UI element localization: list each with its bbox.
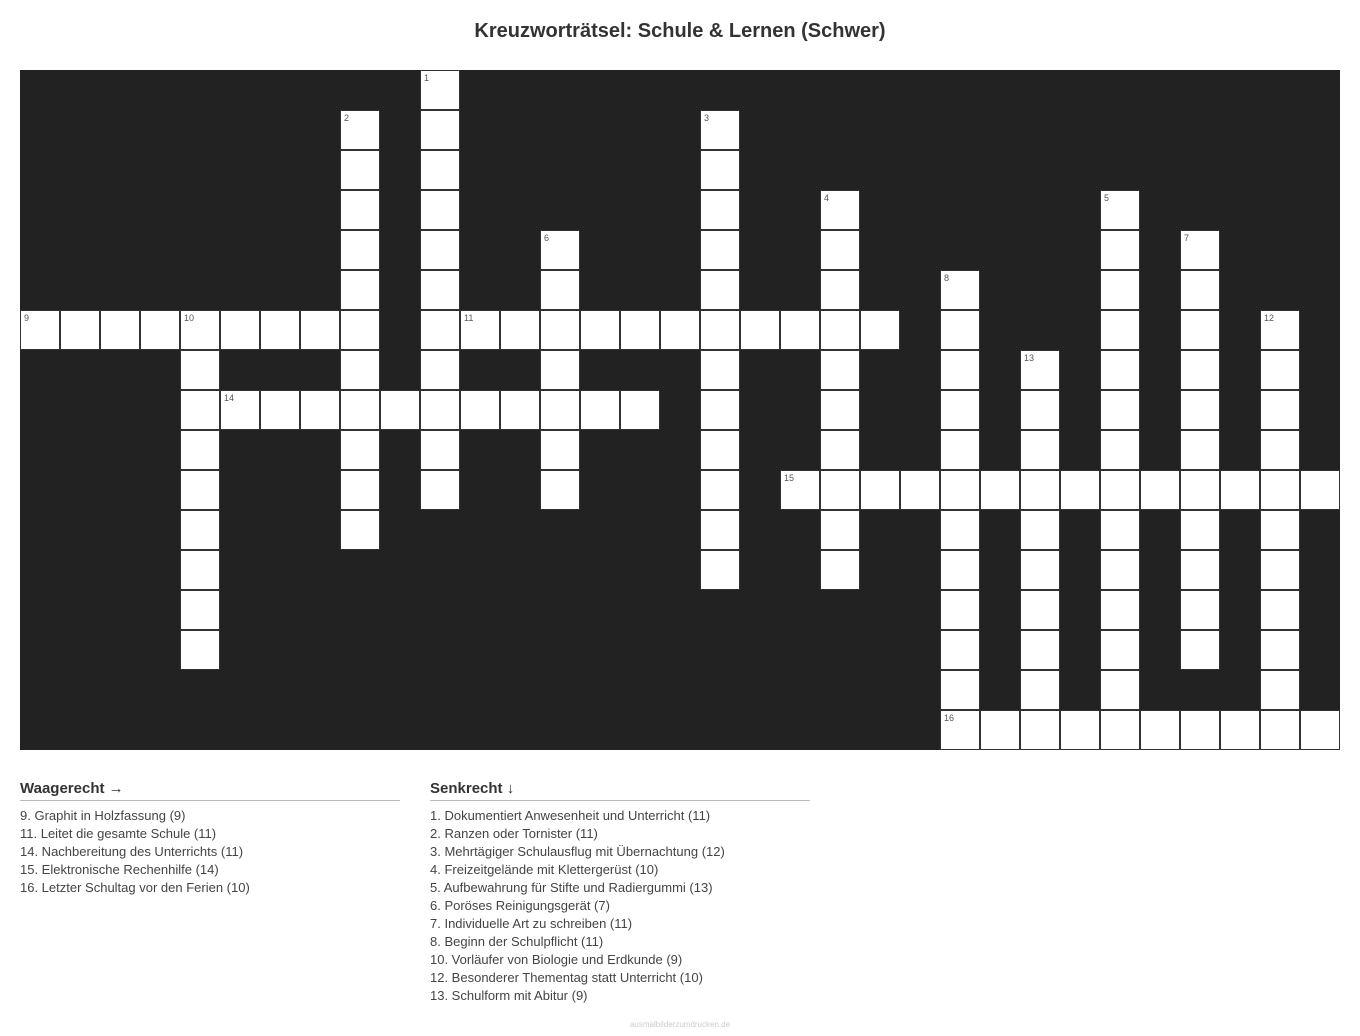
- grid-cell[interactable]: [340, 150, 380, 190]
- grid-cell[interactable]: [340, 230, 380, 270]
- grid-cell[interactable]: [1020, 550, 1060, 590]
- grid-cell[interactable]: [940, 590, 980, 630]
- down-heading: Senkrecht ↓: [430, 780, 810, 801]
- grid-cell[interactable]: [700, 150, 740, 190]
- grid-cell[interactable]: [820, 470, 860, 510]
- grid-cell[interactable]: [1100, 230, 1140, 270]
- grid-cell[interactable]: [340, 430, 380, 470]
- grid-cell[interactable]: [180, 550, 220, 590]
- clue-item: 10. Vorläufer von Biologie und Erdkunde (9): [430, 952, 683, 967]
- grid-cell[interactable]: [1300, 710, 1340, 750]
- grid-cell[interactable]: [580, 390, 620, 430]
- grid-cell[interactable]: [1100, 550, 1140, 590]
- grid-cell[interactable]: [820, 350, 860, 390]
- clue-number: 9: [24, 313, 30, 323]
- clue-item: 2. Ranzen oder Tornister (11): [430, 826, 598, 841]
- clue-number: 6: [544, 233, 550, 243]
- grid-cell[interactable]: [420, 310, 460, 350]
- grid-cell[interactable]: [1260, 710, 1300, 750]
- clue-number: 2: [344, 113, 350, 123]
- grid-cell[interactable]: [1140, 710, 1180, 750]
- grid-cell[interactable]: [420, 390, 460, 430]
- clue-item: 4. Freizeitgelände mit Klettergerüst (10): [430, 862, 659, 877]
- grid-cell[interactable]: [540, 310, 580, 350]
- grid-cell[interactable]: [180, 350, 220, 390]
- grid-cell[interactable]: [1180, 430, 1220, 470]
- grid-cell[interactable]: [820, 270, 860, 310]
- grid-cell[interactable]: [1180, 590, 1220, 630]
- grid-cell[interactable]: [1260, 510, 1300, 550]
- grid-cell[interactable]: [860, 470, 900, 510]
- grid-cell[interactable]: [1140, 470, 1180, 510]
- grid-cell[interactable]: [700, 430, 740, 470]
- clue-item: 1. Dokumentiert Anwesenheit und Unterricht (11): [430, 808, 711, 823]
- clue-number: 4: [824, 193, 830, 203]
- grid-cell[interactable]: [940, 670, 980, 710]
- grid-cell[interactable]: [580, 310, 620, 350]
- grid-cell[interactable]: [1180, 350, 1220, 390]
- clue-item: 15. Elektronische Rechenhilfe (14): [20, 862, 219, 877]
- grid-cell[interactable]: [220, 310, 260, 350]
- grid-cell[interactable]: [300, 390, 340, 430]
- grid-cell[interactable]: [1020, 470, 1060, 510]
- grid-cell[interactable]: [940, 710, 980, 750]
- grid-cell[interactable]: [1100, 670, 1140, 710]
- grid-cell[interactable]: [820, 550, 860, 590]
- clue-number: 10: [184, 313, 195, 323]
- grid-cell[interactable]: [1020, 390, 1060, 430]
- grid-cell[interactable]: [1260, 670, 1300, 710]
- grid-cell[interactable]: [340, 190, 380, 230]
- grid-cell[interactable]: [380, 390, 420, 430]
- grid-cell[interactable]: [180, 310, 220, 350]
- grid-cell[interactable]: [1260, 550, 1300, 590]
- grid-cell[interactable]: [940, 510, 980, 550]
- grid-cell[interactable]: [1100, 430, 1140, 470]
- grid-cell[interactable]: [540, 470, 580, 510]
- clue-item: 8. Beginn der Schulpflicht (11): [430, 934, 604, 949]
- grid-cell[interactable]: [1180, 510, 1220, 550]
- grid-cell[interactable]: [180, 510, 220, 550]
- grid-cell[interactable]: [1260, 590, 1300, 630]
- page-title: Kreuzworträtsel: Schule & Lernen (Schwer): [474, 20, 886, 42]
- clue-number: 5: [1104, 193, 1110, 203]
- clue-number: 16: [944, 713, 955, 723]
- grid-cell[interactable]: [340, 390, 380, 430]
- grid-cell[interactable]: [820, 310, 860, 350]
- grid-cell[interactable]: [300, 310, 340, 350]
- clue-number: 8: [944, 273, 950, 283]
- grid-cell[interactable]: [620, 310, 660, 350]
- grid-cell[interactable]: [700, 190, 740, 230]
- grid-cell[interactable]: [420, 470, 460, 510]
- grid-cell[interactable]: [860, 310, 900, 350]
- grid-cell[interactable]: [700, 550, 740, 590]
- grid-cell[interactable]: [1220, 470, 1260, 510]
- down-clues-panel: [430, 780, 810, 1005]
- clue-item: 13. Schulform mit Abitur (9): [430, 988, 588, 1003]
- grid-cell[interactable]: [460, 310, 500, 350]
- grid-cell[interactable]: [820, 390, 860, 430]
- grid-cell[interactable]: [420, 150, 460, 190]
- grid-cell[interactable]: [540, 230, 580, 270]
- clue-number: 11: [464, 313, 474, 323]
- grid-cell[interactable]: [1260, 390, 1300, 430]
- grid-cell[interactable]: [700, 390, 740, 430]
- crossword-grid: [20, 70, 1340, 750]
- grid-cell[interactable]: [540, 270, 580, 310]
- clue-item: 11. Leitet die gesamte Schule (11): [20, 826, 217, 841]
- clue-item: 9. Graphit in Holzfassung (9): [20, 808, 186, 823]
- grid-cell[interactable]: [940, 470, 980, 510]
- clue-number: 3: [704, 113, 710, 123]
- grid-cell[interactable]: [700, 230, 740, 270]
- grid-cell[interactable]: [900, 470, 940, 510]
- grid-cell[interactable]: [700, 110, 740, 150]
- grid-cell[interactable]: [1180, 470, 1220, 510]
- clue-number: 7: [1184, 233, 1190, 243]
- grid-cell[interactable]: [700, 310, 740, 350]
- grid-cell[interactable]: [820, 510, 860, 550]
- grid-cell[interactable]: [460, 390, 500, 430]
- grid-cell[interactable]: [220, 390, 260, 430]
- grid-cell[interactable]: [940, 310, 980, 350]
- grid-cell[interactable]: [340, 510, 380, 550]
- clue-number: 14: [224, 393, 235, 403]
- grid-cell[interactable]: [180, 630, 220, 670]
- grid-cell[interactable]: [1180, 230, 1220, 270]
- across-clue-list: [20, 807, 400, 897]
- grid-cell[interactable]: [1180, 630, 1220, 670]
- grid-cell[interactable]: [820, 230, 860, 270]
- grid-cell[interactable]: [260, 310, 300, 350]
- grid-cell[interactable]: [1100, 470, 1140, 510]
- grid-cell[interactable]: [740, 310, 780, 350]
- grid-cell[interactable]: [940, 390, 980, 430]
- grid-cell[interactable]: [1100, 310, 1140, 350]
- grid-cell[interactable]: [1180, 270, 1220, 310]
- grid-cell[interactable]: [1100, 590, 1140, 630]
- grid-cell[interactable]: [420, 430, 460, 470]
- grid-cell[interactable]: [1260, 310, 1300, 350]
- grid-cell[interactable]: [1100, 390, 1140, 430]
- grid-cell[interactable]: [1180, 310, 1220, 350]
- grid-cell[interactable]: [700, 470, 740, 510]
- grid-cell[interactable]: [420, 350, 460, 390]
- grid-cell[interactable]: [1180, 550, 1220, 590]
- grid-cell[interactable]: [940, 630, 980, 670]
- grid-cell[interactable]: [1100, 510, 1140, 550]
- grid-cell[interactable]: [1100, 710, 1140, 750]
- grid-cell[interactable]: [1100, 190, 1140, 230]
- clue-item: 12. Besonderer Thementag statt Unterricht (10): [430, 970, 703, 985]
- grid-cell[interactable]: [340, 470, 380, 510]
- grid-cell[interactable]: [780, 310, 820, 350]
- grid-cell[interactable]: [420, 270, 460, 310]
- down-clue-list: [430, 807, 810, 1005]
- across-clues-panel: [20, 780, 400, 897]
- grid-cell[interactable]: [1180, 710, 1220, 750]
- grid-cell[interactable]: [1100, 270, 1140, 310]
- grid-cell[interactable]: [540, 390, 580, 430]
- grid-cell[interactable]: [620, 390, 660, 430]
- grid-cell[interactable]: [1260, 430, 1300, 470]
- grid-cell[interactable]: [340, 270, 380, 310]
- clue-item: 16. Letzter Schultag vor den Ferien (10): [20, 880, 250, 895]
- grid-cell[interactable]: [1020, 630, 1060, 670]
- clue-item: 6. Poröses Reinigungsgerät (7): [430, 898, 610, 913]
- grid-cell[interactable]: [1260, 350, 1300, 390]
- grid-cell[interactable]: [980, 470, 1020, 510]
- grid-cell[interactable]: [980, 710, 1020, 750]
- footer-watermark: ausmalbilderzumdrucken.de: [629, 1020, 731, 1029]
- clue-item: 14. Nachbereitung des Unterrichts (11): [20, 844, 244, 859]
- grid-cell[interactable]: [420, 70, 460, 110]
- grid-cell[interactable]: [820, 430, 860, 470]
- grid-cell[interactable]: [500, 390, 540, 430]
- grid-cell[interactable]: [180, 390, 220, 430]
- grid-cell[interactable]: [1020, 590, 1060, 630]
- grid-cell[interactable]: [940, 350, 980, 390]
- clue-item: 5. Aufbewahrung für Stifte und Radiergummi (13): [430, 880, 713, 895]
- grid-cell[interactable]: [540, 430, 580, 470]
- grid-cell[interactable]: [420, 230, 460, 270]
- grid-cell[interactable]: [1100, 630, 1140, 670]
- grid-cell[interactable]: [940, 550, 980, 590]
- grid-cell[interactable]: [340, 310, 380, 350]
- grid-cell[interactable]: [180, 590, 220, 630]
- grid-cell[interactable]: [700, 510, 740, 550]
- grid-cell[interactable]: [940, 270, 980, 310]
- clue-number: 1: [424, 73, 430, 83]
- grid-cell[interactable]: [340, 350, 380, 390]
- grid-cell[interactable]: [780, 470, 820, 510]
- grid-cell[interactable]: [1060, 470, 1100, 510]
- grid-cell[interactable]: [1020, 670, 1060, 710]
- grid-cell[interactable]: [820, 190, 860, 230]
- grid-cell[interactable]: [180, 470, 220, 510]
- grid-cell[interactable]: [1260, 630, 1300, 670]
- grid-cell[interactable]: [1220, 710, 1260, 750]
- clue-item: 7. Individuelle Art zu schreiben (11): [430, 916, 633, 931]
- grid-cell[interactable]: [1100, 350, 1140, 390]
- grid-cell[interactable]: [940, 430, 980, 470]
- grid-cell[interactable]: [340, 110, 380, 150]
- clue-number: 15: [784, 473, 795, 483]
- grid-cell[interactable]: [700, 350, 740, 390]
- grid-cell[interactable]: [180, 430, 220, 470]
- grid-cell[interactable]: [420, 190, 460, 230]
- grid-cell[interactable]: [20, 310, 60, 350]
- grid-cell[interactable]: [1020, 350, 1060, 390]
- clue-item: 3. Mehrtägiger Schulausflug mit Übernachtung (12): [430, 844, 725, 859]
- clue-number: 13: [1024, 353, 1035, 363]
- grid-cell[interactable]: [700, 270, 740, 310]
- grid-cell[interactable]: [1020, 510, 1060, 550]
- grid-cell[interactable]: [140, 310, 180, 350]
- grid-cell[interactable]: [660, 310, 700, 350]
- grid-cell[interactable]: [1180, 390, 1220, 430]
- grid-cell[interactable]: [1300, 470, 1340, 510]
- grid-cell[interactable]: [420, 110, 460, 150]
- grid-cell[interactable]: [260, 390, 300, 430]
- grid-cell[interactable]: [1060, 710, 1100, 750]
- clue-number: 12: [1264, 313, 1275, 323]
- grid-cell[interactable]: [1020, 430, 1060, 470]
- across-heading: Waagerecht →: [20, 780, 400, 801]
- grid-cell[interactable]: [1260, 470, 1300, 510]
- grid-cell[interactable]: [1020, 710, 1060, 750]
- grid-cell[interactable]: [540, 350, 580, 390]
- grid-cell[interactable]: [100, 310, 140, 350]
- grid-cell[interactable]: [500, 310, 540, 350]
- grid-cell[interactable]: [60, 310, 100, 350]
